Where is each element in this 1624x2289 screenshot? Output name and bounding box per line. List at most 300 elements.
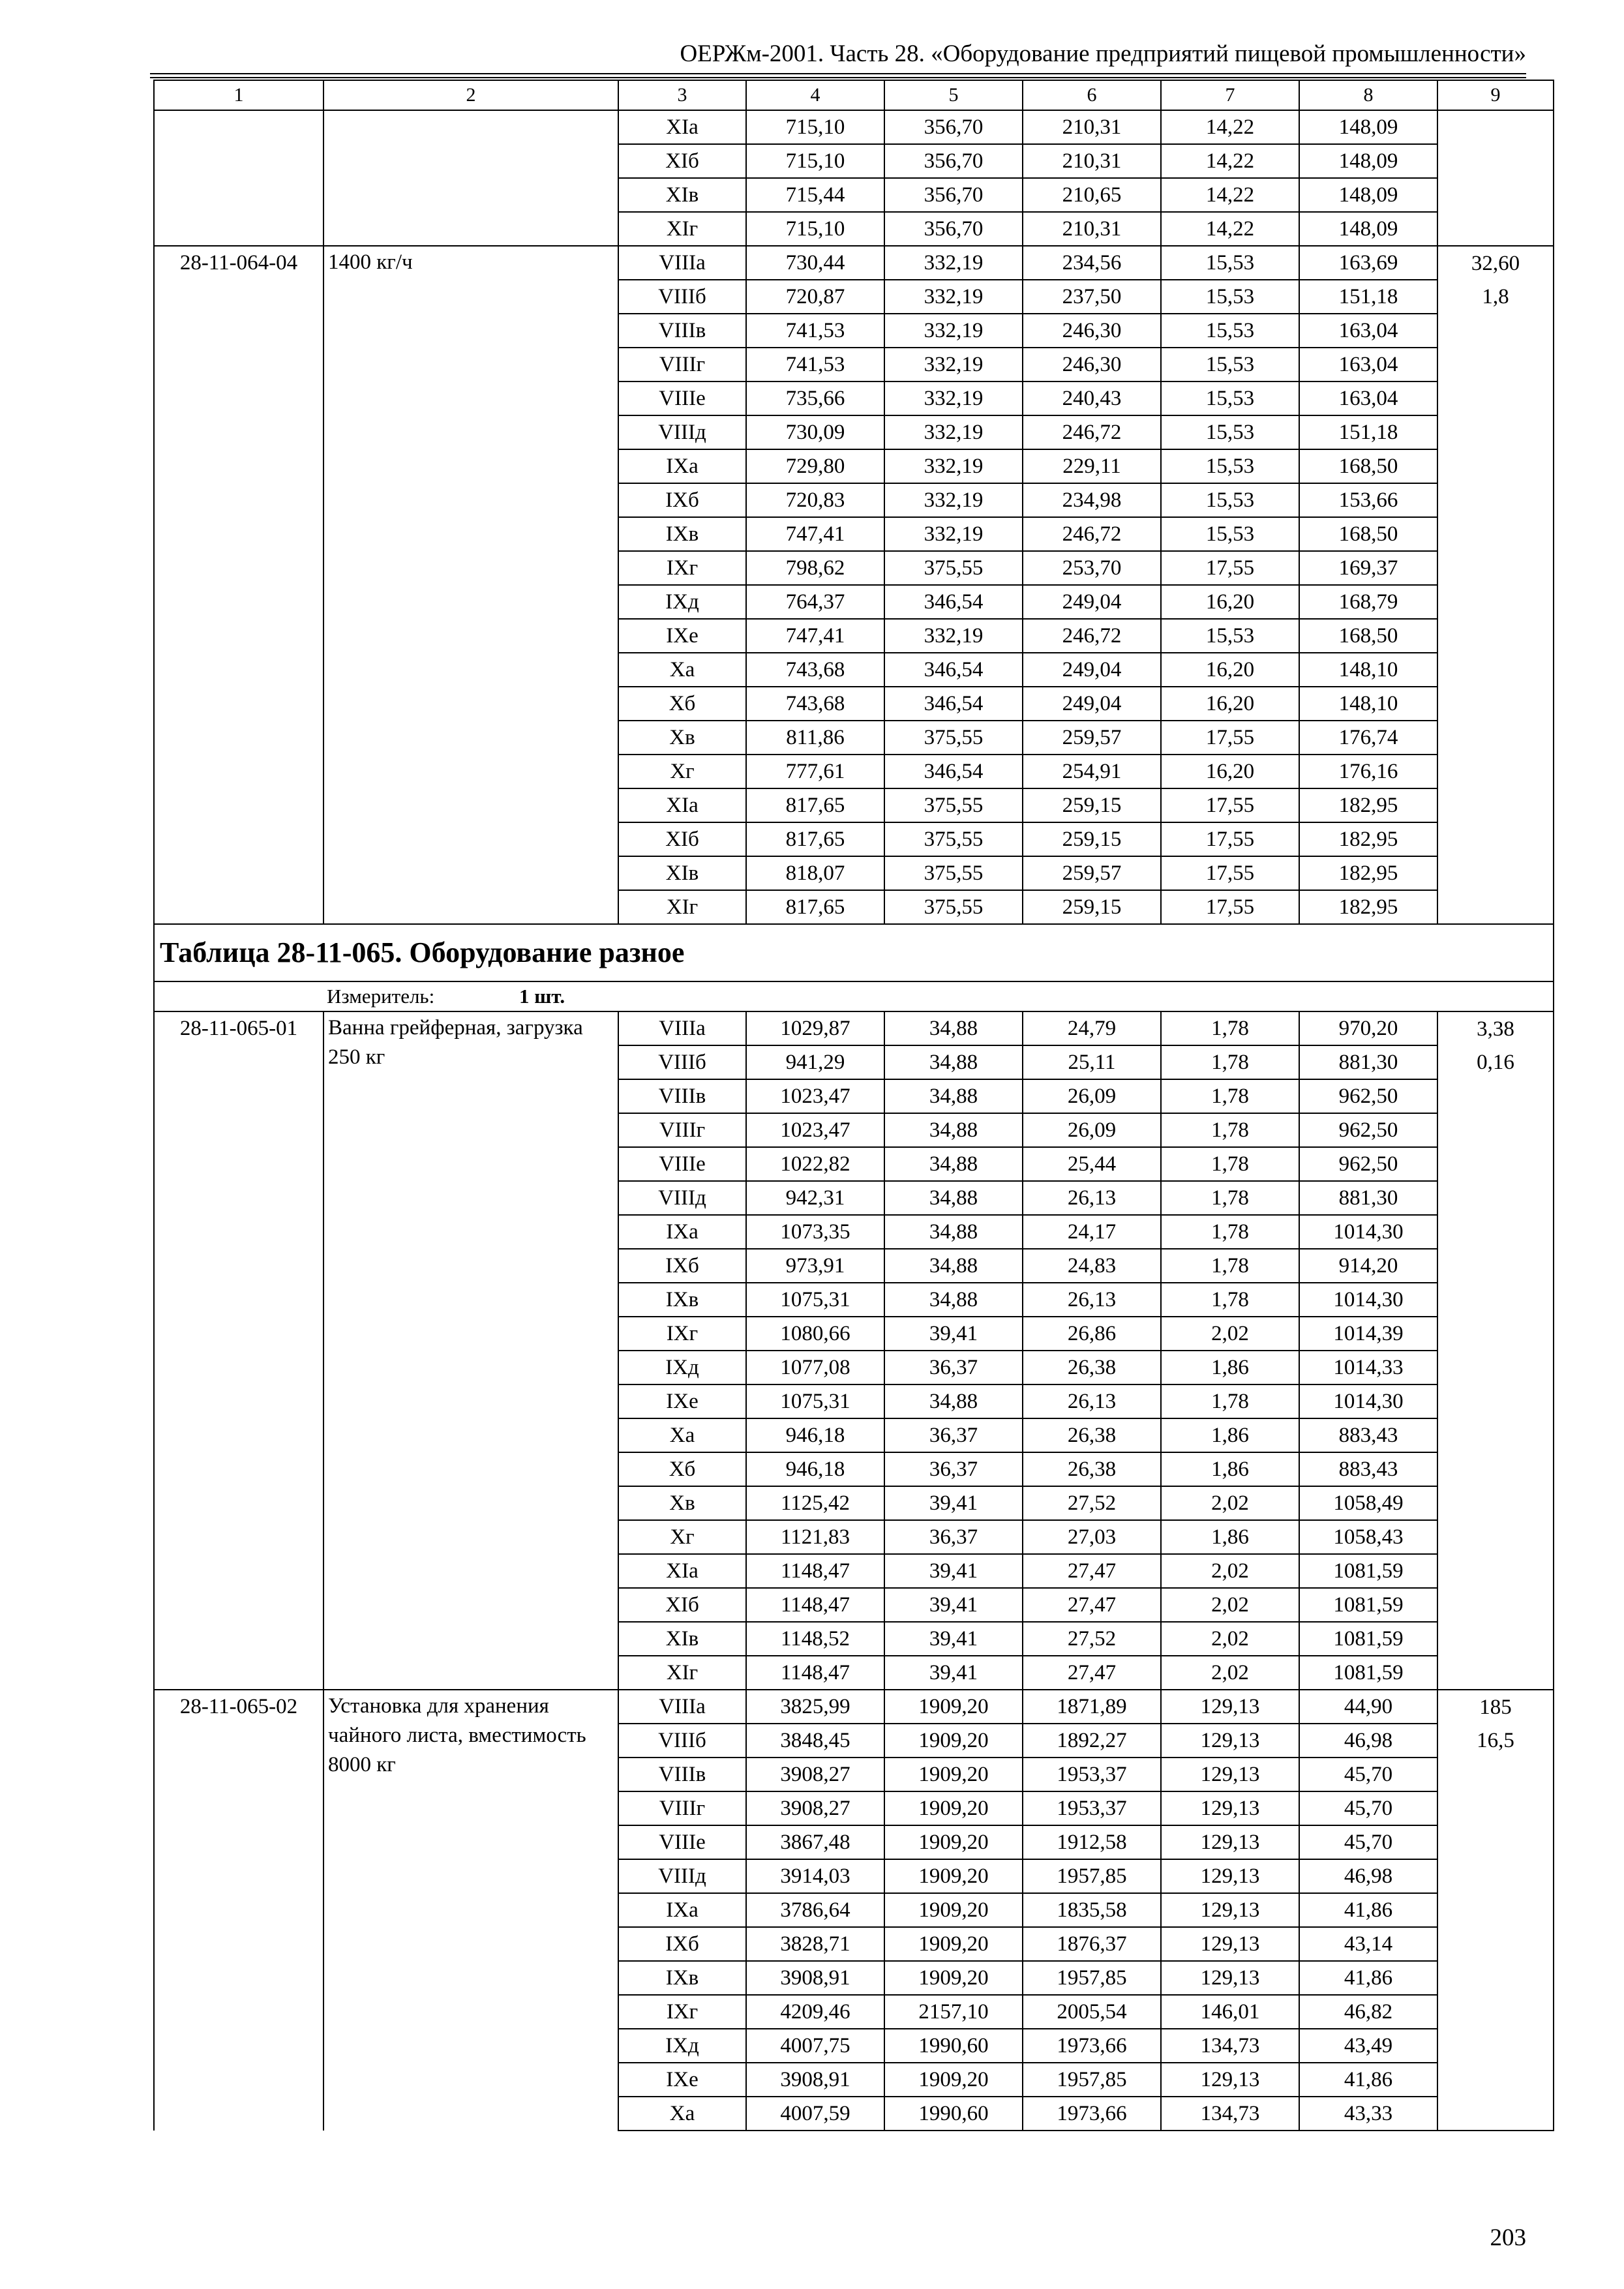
value-cell: 26,13 xyxy=(1023,1283,1161,1317)
region-zone: VIIIд xyxy=(618,415,746,449)
value-cell: 15,53 xyxy=(1161,449,1299,483)
value-cell: 259,15 xyxy=(1023,822,1161,856)
region-zone: IXв xyxy=(618,1961,746,1995)
value-cell: 15,53 xyxy=(1161,483,1299,517)
value-cell: 747,41 xyxy=(746,619,884,653)
value-cell: 777,61 xyxy=(746,755,884,788)
value-cell: 883,43 xyxy=(1299,1452,1437,1486)
value-cell: 375,55 xyxy=(884,551,1023,585)
column-number: 1 xyxy=(154,80,323,110)
value-cell: 39,41 xyxy=(884,1588,1023,1622)
value-cell: 25,44 xyxy=(1023,1147,1161,1181)
value-cell: 375,55 xyxy=(884,822,1023,856)
region-zone: VIIIг xyxy=(618,1791,746,1825)
value-cell: 1876,37 xyxy=(1023,1927,1161,1961)
col9-spacer xyxy=(1437,1079,1554,1690)
column-number: 4 xyxy=(746,80,884,110)
value-cell: 36,37 xyxy=(884,1452,1023,1486)
value-cell: 45,70 xyxy=(1299,1758,1437,1791)
value-cell: 34,88 xyxy=(884,1147,1023,1181)
value-cell: 741,53 xyxy=(746,314,884,348)
value-cell: 134,73 xyxy=(1161,2029,1299,2063)
value-cell: 253,70 xyxy=(1023,551,1161,585)
value-cell: 1148,47 xyxy=(746,1588,884,1622)
value-cell: 16,20 xyxy=(1161,585,1299,619)
value-cell: 34,88 xyxy=(884,1079,1023,1113)
region-zone: VIIIб xyxy=(618,280,746,314)
value-cell: 234,56 xyxy=(1023,246,1161,280)
value-cell: 356,70 xyxy=(884,178,1023,212)
region-zone: VIIIе xyxy=(618,1825,746,1859)
value-cell: 14,22 xyxy=(1161,178,1299,212)
value-cell: 3825,99 xyxy=(746,1690,884,1724)
section-title-row xyxy=(154,924,1554,981)
value-cell: 346,54 xyxy=(884,687,1023,721)
region-zone: Xб xyxy=(618,1452,746,1486)
value-cell: 798,62 xyxy=(746,551,884,585)
col9-value: 16,5 xyxy=(1437,1724,1554,1758)
value-cell: 720,87 xyxy=(746,280,884,314)
value-cell: 27,52 xyxy=(1023,1622,1161,1656)
value-cell: 3908,91 xyxy=(746,1961,884,1995)
value-cell: 375,55 xyxy=(884,856,1023,890)
value-cell: 1073,35 xyxy=(746,1215,884,1249)
column-number: 7 xyxy=(1161,80,1299,110)
value-cell: 1990,60 xyxy=(884,2029,1023,2063)
value-cell: 210,31 xyxy=(1023,110,1161,144)
value-cell: 332,19 xyxy=(884,280,1023,314)
page-number: 203 xyxy=(1490,2224,1526,2251)
region-zone: VIIIв xyxy=(618,1079,746,1113)
value-cell: 735,66 xyxy=(746,382,884,415)
region-zone: Xг xyxy=(618,1520,746,1554)
work-name: 1400 кг/ч xyxy=(323,246,618,924)
region-zone: Xа xyxy=(618,2097,746,2131)
value-cell: 1957,85 xyxy=(1023,1859,1161,1893)
region-zone: IXб xyxy=(618,483,746,517)
value-cell: 1,78 xyxy=(1161,1113,1299,1147)
value-cell: 45,70 xyxy=(1299,1791,1437,1825)
value-cell: 246,30 xyxy=(1023,348,1161,382)
column-number: 9 xyxy=(1437,80,1554,110)
value-cell: 747,41 xyxy=(746,517,884,551)
value-cell: 1148,47 xyxy=(746,1554,884,1588)
value-cell: 973,91 xyxy=(746,1249,884,1283)
value-cell: 26,13 xyxy=(1023,1384,1161,1418)
region-zone: IXг xyxy=(618,1995,746,2029)
value-cell: 332,19 xyxy=(884,246,1023,280)
value-cell: 16,20 xyxy=(1161,687,1299,721)
value-cell: 883,43 xyxy=(1299,1418,1437,1452)
value-cell: 1125,42 xyxy=(746,1486,884,1520)
value-cell: 1121,83 xyxy=(746,1520,884,1554)
value-cell: 41,86 xyxy=(1299,1961,1437,1995)
value-cell: 346,54 xyxy=(884,585,1023,619)
region-zone: IXа xyxy=(618,1215,746,1249)
col9-value: 0,16 xyxy=(1437,1045,1554,1079)
table-row xyxy=(154,246,1554,280)
col9-value: 1,8 xyxy=(1437,280,1554,314)
value-cell: 1953,37 xyxy=(1023,1758,1161,1791)
value-cell: 234,98 xyxy=(1023,483,1161,517)
value-cell: 1,86 xyxy=(1161,1351,1299,1384)
value-cell: 17,55 xyxy=(1161,890,1299,924)
value-cell: 46,98 xyxy=(1299,1859,1437,1893)
value-cell: 1909,20 xyxy=(884,1859,1023,1893)
value-cell: 881,30 xyxy=(1299,1045,1437,1079)
value-cell: 34,88 xyxy=(884,1249,1023,1283)
work-name: Установка для хранения чайного листа, вместимость 8000 кг xyxy=(323,1690,618,2131)
value-cell: 169,37 xyxy=(1299,551,1437,585)
rate-code: 28-11-065-01 xyxy=(154,1011,323,1690)
region-zone: VIIIе xyxy=(618,1147,746,1181)
value-cell: 1,78 xyxy=(1161,1215,1299,1249)
measure-cell xyxy=(154,981,1554,1011)
value-cell: 163,04 xyxy=(1299,348,1437,382)
region-zone: IXд xyxy=(618,1351,746,1384)
value-cell: 129,13 xyxy=(1161,1927,1299,1961)
value-cell: 36,37 xyxy=(884,1351,1023,1384)
value-cell: 17,55 xyxy=(1161,551,1299,585)
value-cell: 148,10 xyxy=(1299,653,1437,687)
value-cell: 39,41 xyxy=(884,1656,1023,1690)
value-cell: 246,72 xyxy=(1023,619,1161,653)
value-cell: 1022,82 xyxy=(746,1147,884,1181)
value-cell: 17,55 xyxy=(1161,856,1299,890)
region-zone: Xа xyxy=(618,1418,746,1452)
value-cell: 15,53 xyxy=(1161,517,1299,551)
value-cell: 2157,10 xyxy=(884,1995,1023,2029)
value-cell: 15,53 xyxy=(1161,348,1299,382)
value-cell: 946,18 xyxy=(746,1418,884,1452)
value-cell: 1835,58 xyxy=(1023,1893,1161,1927)
value-cell: 129,13 xyxy=(1161,1724,1299,1758)
value-cell: 817,65 xyxy=(746,822,884,856)
value-cell: 168,50 xyxy=(1299,449,1437,483)
region-zone: IXе xyxy=(618,619,746,653)
value-cell: 36,37 xyxy=(884,1520,1023,1554)
region-zone: IXе xyxy=(618,1384,746,1418)
value-cell: 1909,20 xyxy=(884,1893,1023,1927)
value-cell: 16,20 xyxy=(1161,653,1299,687)
value-cell: 1,86 xyxy=(1161,1520,1299,1554)
value-cell: 1014,30 xyxy=(1299,1215,1437,1249)
value-cell: 39,41 xyxy=(884,1622,1023,1656)
column-number: 6 xyxy=(1023,80,1161,110)
value-cell: 26,38 xyxy=(1023,1452,1161,1486)
value-cell: 729,80 xyxy=(746,449,884,483)
region-zone: VIIIд xyxy=(618,1181,746,1215)
region-zone: VIIIа xyxy=(618,1011,746,1045)
value-cell: 332,19 xyxy=(884,415,1023,449)
value-cell: 240,43 xyxy=(1023,382,1161,415)
value-cell: 24,17 xyxy=(1023,1215,1161,1249)
value-cell: 182,95 xyxy=(1299,822,1437,856)
value-cell: 715,10 xyxy=(746,212,884,246)
value-cell: 15,53 xyxy=(1161,280,1299,314)
value-cell: 1014,39 xyxy=(1299,1317,1437,1351)
value-cell: 730,09 xyxy=(746,415,884,449)
region-zone: XIг xyxy=(618,212,746,246)
value-cell: 332,19 xyxy=(884,517,1023,551)
value-cell: 375,55 xyxy=(884,721,1023,755)
value-cell: 24,83 xyxy=(1023,1249,1161,1283)
region-zone: VIIIе xyxy=(618,382,746,415)
value-cell: 246,72 xyxy=(1023,415,1161,449)
value-cell: 134,73 xyxy=(1161,2097,1299,2131)
value-cell: 2,02 xyxy=(1161,1588,1299,1622)
value-cell: 2005,54 xyxy=(1023,1995,1161,2029)
value-cell: 356,70 xyxy=(884,212,1023,246)
value-cell: 259,57 xyxy=(1023,721,1161,755)
value-cell: 764,37 xyxy=(746,585,884,619)
value-cell: 146,01 xyxy=(1161,1995,1299,2029)
value-cell: 3908,27 xyxy=(746,1791,884,1825)
region-zone: IXв xyxy=(618,517,746,551)
value-cell: 1058,49 xyxy=(1299,1486,1437,1520)
value-cell: 715,10 xyxy=(746,144,884,178)
value-cell: 332,19 xyxy=(884,619,1023,653)
value-cell: 151,18 xyxy=(1299,415,1437,449)
value-cell: 26,38 xyxy=(1023,1351,1161,1384)
value-cell: 1,78 xyxy=(1161,1011,1299,1045)
region-zone: VIIIв xyxy=(618,1758,746,1791)
rate-code: 28-11-064-04 xyxy=(154,246,323,924)
value-cell: 1023,47 xyxy=(746,1113,884,1147)
value-cell: 176,74 xyxy=(1299,721,1437,755)
value-cell: 249,04 xyxy=(1023,687,1161,721)
value-cell: 811,86 xyxy=(746,721,884,755)
value-cell: 881,30 xyxy=(1299,1181,1437,1215)
rates-table-body xyxy=(154,80,1554,2131)
value-cell: 4007,75 xyxy=(746,2029,884,2063)
col9-spacer xyxy=(1437,110,1554,246)
value-cell: 129,13 xyxy=(1161,1961,1299,1995)
value-cell: 17,55 xyxy=(1161,721,1299,755)
header-rule-bottom xyxy=(150,77,1526,78)
value-cell: 26,13 xyxy=(1023,1181,1161,1215)
value-cell: 39,41 xyxy=(884,1486,1023,1520)
value-cell: 27,47 xyxy=(1023,1554,1161,1588)
region-zone: XIв xyxy=(618,178,746,212)
value-cell: 1014,33 xyxy=(1299,1351,1437,1384)
value-cell: 259,57 xyxy=(1023,856,1161,890)
value-cell: 817,65 xyxy=(746,788,884,822)
value-cell: 914,20 xyxy=(1299,1249,1437,1283)
region-zone: Xв xyxy=(618,721,746,755)
value-cell: 259,15 xyxy=(1023,788,1161,822)
value-cell: 43,14 xyxy=(1299,1927,1437,1961)
value-cell: 25,11 xyxy=(1023,1045,1161,1079)
value-cell: 182,95 xyxy=(1299,856,1437,890)
value-cell: 26,09 xyxy=(1023,1079,1161,1113)
value-cell: 182,95 xyxy=(1299,890,1437,924)
value-cell: 168,50 xyxy=(1299,517,1437,551)
value-cell: 163,04 xyxy=(1299,382,1437,415)
value-cell: 332,19 xyxy=(884,449,1023,483)
region-zone: IXд xyxy=(618,585,746,619)
region-zone: VIIIа xyxy=(618,1690,746,1724)
value-cell: 1029,87 xyxy=(746,1011,884,1045)
value-cell: 210,31 xyxy=(1023,212,1161,246)
value-cell: 1014,30 xyxy=(1299,1384,1437,1418)
value-cell: 346,54 xyxy=(884,755,1023,788)
value-cell: 1,78 xyxy=(1161,1147,1299,1181)
value-cell: 1909,20 xyxy=(884,2063,1023,2097)
value-cell: 163,04 xyxy=(1299,314,1437,348)
measure-row xyxy=(154,981,1554,1011)
value-cell: 4209,46 xyxy=(746,1995,884,2029)
value-cell: 970,20 xyxy=(1299,1011,1437,1045)
value-cell: 163,69 xyxy=(1299,246,1437,280)
value-cell: 3828,71 xyxy=(746,1927,884,1961)
region-zone: XIг xyxy=(618,1656,746,1690)
value-cell: 332,19 xyxy=(884,382,1023,415)
value-cell: 741,53 xyxy=(746,348,884,382)
value-cell: 176,16 xyxy=(1299,755,1437,788)
value-cell: 1075,31 xyxy=(746,1283,884,1317)
region-zone: VIIIв xyxy=(618,314,746,348)
value-cell: 34,88 xyxy=(884,1283,1023,1317)
value-cell: 1,78 xyxy=(1161,1181,1299,1215)
value-cell: 34,88 xyxy=(884,1181,1023,1215)
value-cell: 3914,03 xyxy=(746,1859,884,1893)
region-zone: VIIIб xyxy=(618,1045,746,1079)
value-cell: 1973,66 xyxy=(1023,2029,1161,2063)
region-zone: IXб xyxy=(618,1927,746,1961)
col9-value: 32,60 xyxy=(1437,246,1554,280)
value-cell: 15,53 xyxy=(1161,382,1299,415)
region-zone: VIIIг xyxy=(618,348,746,382)
value-cell: 1892,27 xyxy=(1023,1724,1161,1758)
value-cell: 1081,59 xyxy=(1299,1622,1437,1656)
value-cell: 44,90 xyxy=(1299,1690,1437,1724)
value-cell: 1990,60 xyxy=(884,2097,1023,2131)
value-cell: 15,53 xyxy=(1161,246,1299,280)
value-cell: 148,09 xyxy=(1299,110,1437,144)
value-cell: 148,09 xyxy=(1299,144,1437,178)
value-cell: 24,79 xyxy=(1023,1011,1161,1045)
value-cell: 1909,20 xyxy=(884,1791,1023,1825)
value-cell: 36,37 xyxy=(884,1418,1023,1452)
value-cell: 1,86 xyxy=(1161,1418,1299,1452)
region-zone: Xг xyxy=(618,755,746,788)
value-cell: 17,55 xyxy=(1161,788,1299,822)
value-cell: 246,30 xyxy=(1023,314,1161,348)
value-cell: 14,22 xyxy=(1161,144,1299,178)
value-cell: 1957,85 xyxy=(1023,1961,1161,1995)
value-cell: 941,29 xyxy=(746,1045,884,1079)
value-cell: 375,55 xyxy=(884,788,1023,822)
value-cell: 962,50 xyxy=(1299,1147,1437,1181)
value-cell: 41,86 xyxy=(1299,2063,1437,2097)
value-cell: 1909,20 xyxy=(884,1825,1023,1859)
value-cell: 1909,20 xyxy=(884,1690,1023,1724)
value-cell: 14,22 xyxy=(1161,212,1299,246)
region-zone: XIа xyxy=(618,788,746,822)
region-zone: XIб xyxy=(618,1588,746,1622)
work-name xyxy=(323,110,618,246)
value-cell: 1075,31 xyxy=(746,1384,884,1418)
value-cell: 730,44 xyxy=(746,246,884,280)
value-cell: 1,78 xyxy=(1161,1249,1299,1283)
value-cell: 942,31 xyxy=(746,1181,884,1215)
value-cell: 817,65 xyxy=(746,890,884,924)
region-zone: IXг xyxy=(618,1317,746,1351)
measure-label: Измеритель: xyxy=(327,985,435,1008)
region-zone: IXб xyxy=(618,1249,746,1283)
value-cell: 168,79 xyxy=(1299,585,1437,619)
column-number: 3 xyxy=(618,80,746,110)
value-cell: 743,68 xyxy=(746,687,884,721)
value-cell: 129,13 xyxy=(1161,1791,1299,1825)
value-cell: 229,11 xyxy=(1023,449,1161,483)
value-cell: 818,07 xyxy=(746,856,884,890)
value-cell: 129,13 xyxy=(1161,1859,1299,1893)
value-cell: 237,50 xyxy=(1023,280,1161,314)
region-zone: VIIIг xyxy=(618,1113,746,1147)
value-cell: 17,55 xyxy=(1161,822,1299,856)
value-cell: 1909,20 xyxy=(884,1961,1023,1995)
col9-value: 185 xyxy=(1437,1690,1554,1724)
running-header: ОЕРЖм-2001. Часть 28. «Оборудование предприятий пищевой промышленности» xyxy=(680,40,1526,67)
rate-code: 28-11-065-02 xyxy=(154,1690,323,2131)
value-cell: 151,18 xyxy=(1299,280,1437,314)
value-cell: 4007,59 xyxy=(746,2097,884,2131)
value-cell: 3786,64 xyxy=(746,1893,884,1927)
value-cell: 148,09 xyxy=(1299,178,1437,212)
value-cell: 15,53 xyxy=(1161,314,1299,348)
value-cell: 45,70 xyxy=(1299,1825,1437,1859)
col9-value: 3,38 xyxy=(1437,1011,1554,1045)
value-cell: 148,10 xyxy=(1299,687,1437,721)
value-cell: 168,50 xyxy=(1299,619,1437,653)
value-cell: 375,55 xyxy=(884,890,1023,924)
region-zone: IXв xyxy=(618,1283,746,1317)
value-cell: 34,88 xyxy=(884,1011,1023,1045)
value-cell: 16,20 xyxy=(1161,755,1299,788)
header-rule-top xyxy=(150,73,1526,74)
value-cell: 39,41 xyxy=(884,1317,1023,1351)
value-cell: 34,88 xyxy=(884,1113,1023,1147)
value-cell: 1148,47 xyxy=(746,1656,884,1690)
column-numbers-row xyxy=(154,80,1554,110)
value-cell: 1080,66 xyxy=(746,1317,884,1351)
column-number: 8 xyxy=(1299,80,1437,110)
value-cell: 1,78 xyxy=(1161,1283,1299,1317)
value-cell: 39,41 xyxy=(884,1554,1023,1588)
value-cell: 1148,52 xyxy=(746,1622,884,1656)
region-zone: VIIIа xyxy=(618,246,746,280)
value-cell: 1014,30 xyxy=(1299,1283,1437,1317)
value-cell: 1023,47 xyxy=(746,1079,884,1113)
value-cell: 26,09 xyxy=(1023,1113,1161,1147)
value-cell: 1909,20 xyxy=(884,1724,1023,1758)
value-cell: 249,04 xyxy=(1023,653,1161,687)
value-cell: 1081,59 xyxy=(1299,1656,1437,1690)
value-cell: 1,78 xyxy=(1161,1384,1299,1418)
region-zone: IXг xyxy=(618,551,746,585)
value-cell: 41,86 xyxy=(1299,1893,1437,1927)
value-cell: 1909,20 xyxy=(884,1758,1023,1791)
region-zone: XIв xyxy=(618,1622,746,1656)
value-cell: 2,02 xyxy=(1161,1317,1299,1351)
table-row xyxy=(154,1690,1554,1724)
value-cell: 332,19 xyxy=(884,314,1023,348)
table-row xyxy=(154,110,1554,144)
value-cell: 27,47 xyxy=(1023,1588,1161,1622)
rate-code xyxy=(154,110,323,246)
